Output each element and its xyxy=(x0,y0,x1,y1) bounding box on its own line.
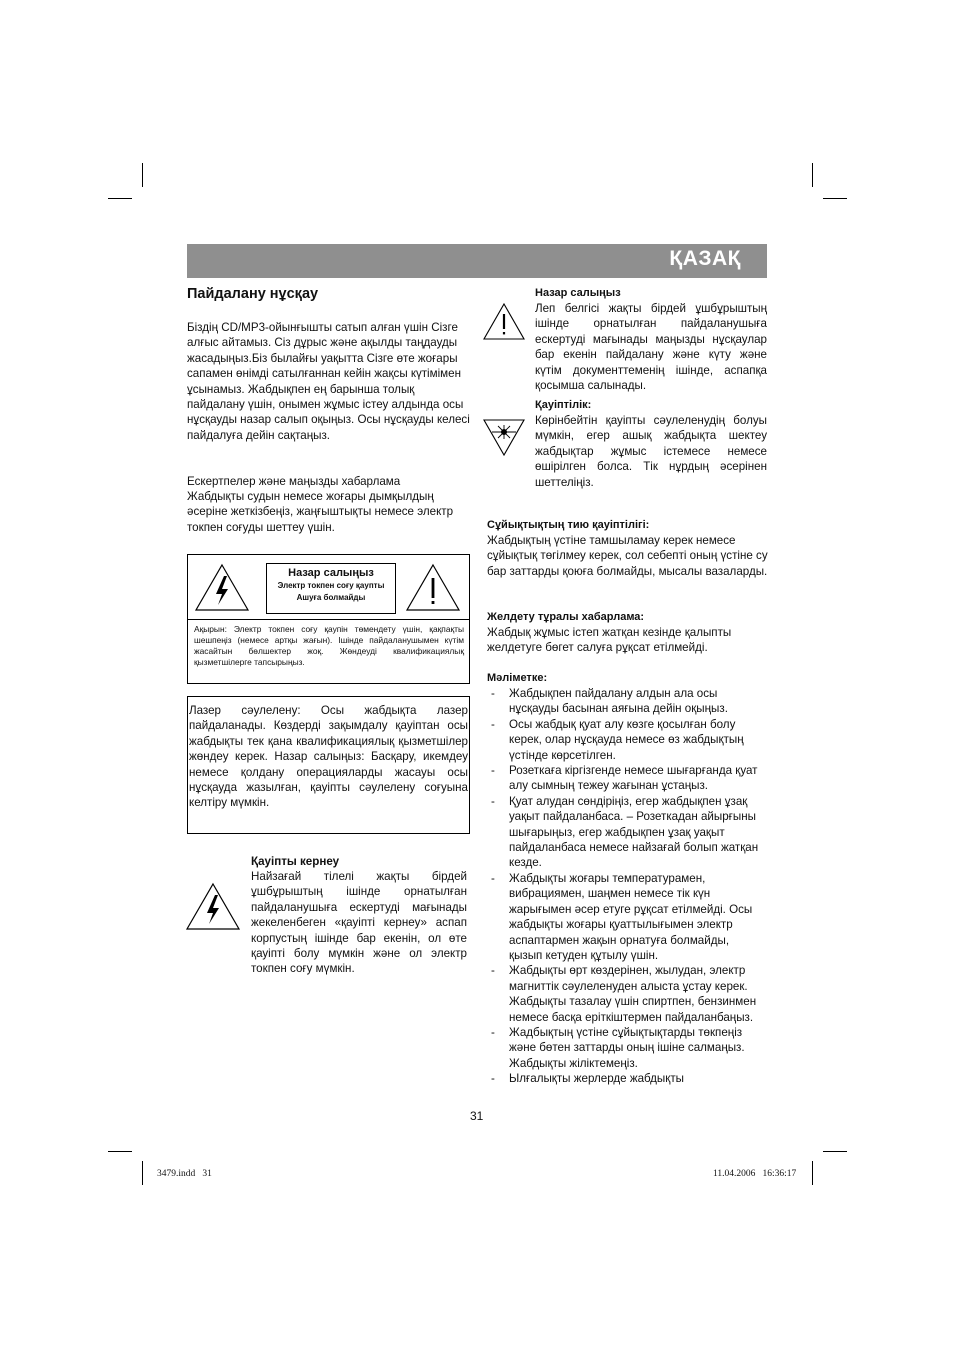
attention-text: Леп белгісі жақты бірдей ұшбұрыштың ішінде орнатылған пайдаланушыға ескертуді мағынады маңызды нұсқаулар бар екенін пайдалану және күту және күтім документтеменің ішінде, аспапқа қосымша салынады. xyxy=(535,302,767,393)
caution-box xyxy=(187,554,470,684)
crop-mark xyxy=(812,1161,813,1185)
crop-mark xyxy=(823,1151,847,1152)
caution-label-box xyxy=(266,563,396,614)
exclamation-warning-icon xyxy=(482,302,526,342)
notes-title: Мәліметке: xyxy=(487,672,548,684)
list-item: - Жабдықпен пайдалану алдын ала осы нұсқауды басынан аяғына дейін оқыңыз. xyxy=(487,686,765,717)
list-item: - Розеткаға кіргізгенде немесе шығарғанда қуат алу сымның тежеу жағынан ұстаңыз. xyxy=(487,763,765,794)
warnings-heading: Ескертпелер және маңызды хабарлама xyxy=(187,475,401,488)
language-label: ҚАЗАҚ xyxy=(669,247,741,270)
crop-mark xyxy=(142,1161,143,1185)
footer-timestamp: 11.04.2006 16:36:17 xyxy=(713,1169,797,1179)
caution-line1: Электр токпен соғу қаупты xyxy=(277,581,385,590)
voltage-text: Найзағай тілелі жақты бірдей ұшбұрыштың ішінде орнатылған пайдаланушыға ескертуді мағынады жекеленбеген «қауіпті кернеу» аспап корпустың ішінде бар екенін, ол өте қауіпті болу мүмкін және ол электр токпен соғу мүмкін. xyxy=(251,870,467,976)
warnings-text: Жабдықты судын немесе жоғары дымқылдың әсеріне жеткізбеңіз, жаңғыштықты немесе электр токпен соғуды шеттеу үшін. xyxy=(187,490,454,534)
intro-paragraph: Біздің CD/MP3-ойынғышты сатып алған үшін Сізге алғыс айтамыз. Сіз дұрыс және ақылды таңдауды жасадыңыз.Біз былайғы уақытта Сізге өте жоғары сапамен өнімді сатылғаннан кейін жақсы күтімімен ұсынамыз. Жабдықпен ең барынша толық пайдалану үшін, онымен жұмыс істеу алдында осы нұсқауды назар салып оқыңыз. Осы нұсқауды келесі пайдалуға дейін сақтаңыз. xyxy=(187,321,470,442)
crop-mark xyxy=(108,1151,132,1152)
list-item: - Жабдықты өрт көздерінен, жылудан, электр магниттік сәулеленуден алыста ұстау керек. Жабдықты тазалау үшін спиртпен, бензинмен немесе басқа еріткіштермен пайдаланбаңыз. xyxy=(487,963,765,1025)
ventilation-text: Жабдық жұмыс істеп жатқан кезінде қалыпты желдетуге бөгет салуға рұқсат етілмейді. xyxy=(487,626,732,655)
list-item: - Қуат алудан сөндіріңіз, егер жабдықпен ұзақ уақыт пайдаланбаса. – Розеткадан айырғыны шығарыңыз, егер жабдықпен ұзақ уақыт пайдаланбаса немесе найзағай болып жатқан кезде. xyxy=(487,794,765,871)
caution-note: Ақырын: Электр токпен соғу қаупін төмендету үшін, қақпақты шешпеңіз (немесе артқы жағын). Ішінде пайдаланушымен күтім жасайтын бөлшектер жоқ. Жөндеуді квалификациялық қызметшілерге тапсырыңыз. xyxy=(194,624,464,667)
voltage-title: Қауіпты кернеу xyxy=(251,855,340,868)
list-item: - Осы жабдық қуат алу көзге қосылған болу керек, олар нұсқауда немесе өз жабдықтың үстінде көрсетілген. xyxy=(487,717,765,763)
crop-mark xyxy=(823,198,847,199)
lightning-warning-icon xyxy=(194,563,250,613)
danger-text: Көрінбейтін қауіпты сәулеленудің болуы мүмкін, егер ашық жабдықта шектеу жабдықтар жұмыс істемесе немесе өшірілген болса. Тік нұрдың әсерінен шеттеліңіз. xyxy=(535,414,767,489)
notes-list xyxy=(487,686,765,1087)
page-number: 31 xyxy=(470,1109,484,1123)
caution-line2: Ашуға болмайды xyxy=(296,593,366,602)
laser-radiation-icon xyxy=(482,418,526,458)
page-title: Пайдалану нұсқау xyxy=(187,286,319,302)
list-item: - Жадбықтың үстіне сұйықтықтарды төкпеңіз және бөтен заттарды оның ішіне салмаңыз. Жабдықты жіліктемеңіз. xyxy=(487,1025,765,1071)
liquid-title: Сұйықтықтың тию қауіптілігі: xyxy=(487,519,650,531)
danger-title: Қауіптілік: xyxy=(535,399,592,411)
laser-box xyxy=(187,696,470,834)
caution-title: Назар салыңыз xyxy=(288,567,374,579)
caution-divider xyxy=(188,619,469,620)
attention-title: Назар салыңыз xyxy=(535,287,621,299)
liquid-text: Жабдықтың үстіне тамшыламау керек немесе сұйықтық төгілмеу керек, сол себепті оның үстіне су бар заттарды қоюға болмайды, мысалы вазаларды. xyxy=(487,534,768,578)
crop-mark xyxy=(812,163,813,187)
laser-text: Лазер сәулелену: Осы жабдықта лазер пайдаланады. Көздерді зақымдалу қауіптан осы жабдықты тек қана квалификациялық қызметшілер жөндеу керек. Назар салыңыз: Басқару, икемдеу немесе қолдану операцияларды жасауы осы нұсқауда жазылған, қауіпты сәулелену соғуына келтіру мүмкін. xyxy=(189,704,468,810)
language-banner xyxy=(187,244,767,278)
crop-mark xyxy=(142,163,143,187)
exclamation-warning-icon xyxy=(405,563,461,613)
crop-mark xyxy=(108,198,132,199)
list-item: - Ылғалықты жерлерде жабдықты xyxy=(487,1071,765,1086)
lightning-warning-icon xyxy=(185,882,241,932)
list-item: - Жабдықты жоғары температурамен, вибрациямен, шаңмен немесе тік күн жарығымен әсер етуге рұқсат етілмейді. Осы жабдықты жоғары қуаттылығымен электр аспаптармен жақын орнатуға болмайды, қызып кетуден құтылу үшін. xyxy=(487,871,765,963)
footer-file: 3479.indd 31 xyxy=(157,1169,212,1179)
ventilation-title: Желдету тұралы хабарлама: xyxy=(487,611,645,623)
